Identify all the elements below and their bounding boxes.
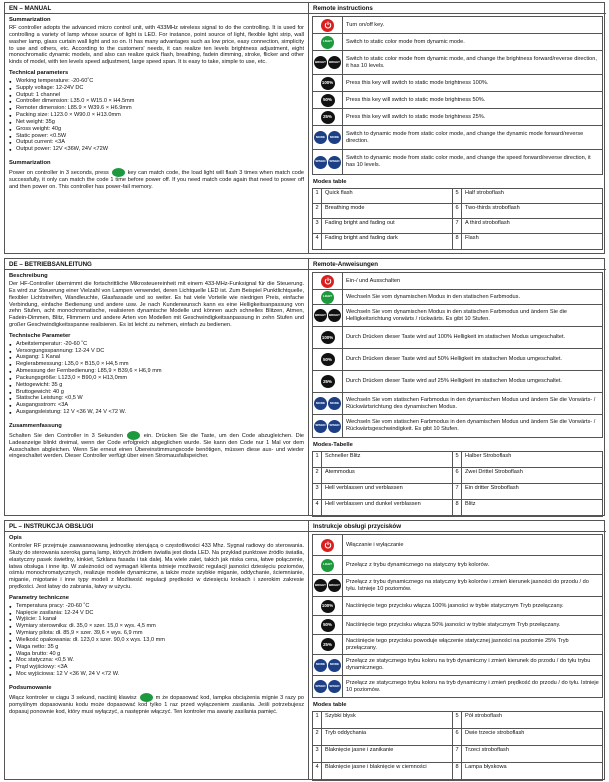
remote-key-cell: [313, 597, 343, 615]
section-pl: [4, 520, 605, 780]
mode-number: 8: [453, 763, 462, 780]
remote-description: Switch to static color mode from dynamic mode, and change the brightness forward/reverse direction, it has 10 levels.: [346, 55, 597, 69]
remote-key-cell: [313, 556, 343, 574]
remote-row: [313, 51, 602, 75]
modes-title: Modes table: [313, 702, 347, 708]
spec-item: ● Output: 1 channel: [9, 92, 304, 99]
remote-row: [313, 273, 602, 290]
remote-row: [313, 655, 602, 676]
spec-item: ● Arbeitstemperatur: -20-60 ˚C: [9, 341, 304, 348]
manual-column: [5, 3, 309, 253]
remote-key-cell: [313, 75, 343, 91]
mode-name: Flash: [465, 235, 479, 242]
modes-row: [313, 452, 602, 468]
mode-number: 2: [313, 468, 322, 483]
speed-down-icon: SPEED: [328, 420, 341, 433]
mode-name: Fading bright and fading out: [322, 219, 453, 233]
mode-number: 3: [313, 746, 322, 762]
modes-table: [312, 711, 603, 781]
mode-name: Breathing mode: [322, 204, 453, 218]
light-key-icon: [112, 168, 125, 177]
remote-description: Wechseln Sie vom dynamischen Modus in den statischen Farbmodus und ändern Sie die Helligkeitsrichtung vorwärts / rückwärts. Es gibt 10 Stufen.: [346, 308, 567, 322]
power-icon: [321, 275, 334, 288]
section-title: DE – BETRIEBSANLEITUNG: [5, 259, 308, 270]
remote-description: Turn on/off key.: [346, 21, 385, 28]
mode-name: Blitz: [465, 501, 476, 508]
brightness-25-icon: 25%: [321, 375, 335, 388]
mode-number: 3: [313, 484, 322, 499]
remote-column: [309, 259, 606, 515]
modes-title: Modes-Tabelle: [313, 442, 353, 448]
spec-item: ● Prąd wyjściowy: <3A: [9, 664, 304, 671]
modes-row: [313, 729, 602, 746]
summary-heading: Beschreibung: [9, 273, 48, 279]
spec-item: ● Abmessung der Fernbedienung: L85,9 × B39,6 × H6,9 mm: [9, 368, 304, 375]
remote-column: [309, 521, 606, 779]
modes-row: [313, 763, 602, 780]
speed-down-icon: SPEED: [328, 156, 341, 169]
remote-description: Durch Drücken dieser Taste wird auf 50% Helligkeit im statischen Modus umgeschaltet.: [346, 356, 562, 363]
remote-description: Naciśnięcie tego przycisku włącza 100% jasności w trybie statycznym Tryb przełączany.: [346, 602, 564, 609]
remote-table: [312, 16, 603, 175]
remote-key-cell: [313, 655, 343, 675]
mode-name: Two-thirds stroboflash: [465, 205, 520, 212]
modes-row: [313, 746, 602, 763]
light-key-icon: [127, 431, 140, 440]
remote-key-cell: [313, 349, 343, 370]
bright-up-icon: BRIGHT: [314, 579, 327, 592]
spec-item: ● Wymiary pilota: dł. 85,9 × szer. 39,6 × wys. 6,9 mm: [9, 630, 304, 637]
modes-title: Modes table: [313, 179, 347, 185]
remote-key-cell: [313, 371, 343, 392]
mode-name: Ein dritter Stroboflash: [465, 485, 519, 492]
remote-description: Włączanie i wyłączanie: [346, 541, 404, 548]
mode-number: 5: [453, 189, 462, 203]
remote-column: [309, 3, 606, 253]
remote-key-cell: [313, 535, 343, 555]
spec-item: ● Supply voltage: 12-24V DC: [9, 85, 304, 92]
mode-number: 4: [313, 500, 322, 516]
remote-row: [313, 393, 602, 415]
mode-name: Hell verblassen und dunkel verblassen: [322, 500, 453, 516]
spec-item: ● Wielkość opakowania: dł. 123,0 x szer. 90,0 x wys. 13,0 mm: [9, 637, 304, 644]
spec-item: ● Controller dimension: L35.0 × W15.0 × H4.5mm: [9, 98, 304, 105]
bright-down-icon: BRIGHT: [328, 579, 341, 592]
manual-page: [4, 2, 605, 780]
spec-list: [9, 341, 304, 416]
remote-description: Ein-/ und Ausschalten: [346, 277, 401, 284]
remote-description: Przełącz ze statycznego trybu koloru na tryb dynamiczny i zmień kierunek do przodu / do tyłu trybu dynamicznego.: [346, 658, 591, 671]
remote-description: Switch to dynamic mode from static color mode, and change the dynamic mode forward/reverse direction.: [346, 130, 584, 144]
remote-description: Wechseln Sie vom statischen Farbmodus in den dynamischen Modus und ändern Sie die Vorwärts- / Rückwärtsgeschwindigkeit. Es gibt 10 Stufen.: [346, 419, 596, 432]
spec-item: ● Statische Leistung: <0,5 W: [9, 395, 304, 402]
modes-table: [312, 451, 603, 517]
mode-number: 6: [453, 729, 462, 745]
modes-row: [313, 468, 602, 484]
bright-down-icon: BRIGHT: [328, 56, 341, 69]
brightness-50-icon: 50%: [321, 353, 335, 366]
mode-number: 5: [453, 452, 462, 467]
mode-name: Tryb oddychania: [322, 729, 453, 745]
mode-name: Blaknięcie jasne i zanikanie: [322, 746, 453, 762]
light-key-icon: [140, 693, 153, 702]
remote-key-cell: [313, 575, 343, 596]
mode-name: Half stroboflash: [465, 190, 504, 197]
remote-row: [313, 597, 602, 616]
mode-number: 5: [453, 712, 462, 728]
remote-row: [313, 92, 602, 109]
remote-row: [313, 34, 602, 51]
mode-name: Quick flash: [322, 189, 453, 203]
bright-down-icon: BRIGHT: [328, 309, 341, 322]
spec-item: ● Packing size: L123.0 × W90.0 × H13.0mm: [9, 112, 304, 119]
remote-title: Remote-Anweisungen: [309, 259, 606, 270]
remote-description: Przełącz z trybu dynamicznego na statyczny tryb kolorów.: [346, 561, 490, 568]
spec-list: [9, 603, 304, 678]
remote-key-cell: [313, 126, 343, 149]
spec-item: ● Ausgangsleistung: 12 V <36 W, 24 V <72 W.: [9, 409, 304, 416]
spec-item: ● Versorgungsspannung: 12-24 V DC: [9, 348, 304, 355]
mode-number: 4: [313, 763, 322, 780]
remote-row: [313, 17, 602, 34]
remote-row: [313, 371, 602, 393]
spec-item: ● Waga netto: 35 g: [9, 644, 304, 651]
mode-name: Hell verblassen und verblassen: [322, 484, 453, 499]
manual-column: [5, 521, 309, 779]
remote-key-cell: [313, 34, 343, 50]
modes-row: [313, 219, 602, 234]
summary2-text: Schalten Sie den Controller in 3 Sekunden ein. Drücken Sie die Taste, um den Code abzugleichen. Die Ladeanzeige blinkt dreimal, wenn der Code erfolgreich abgeglichen wurde. Sie kann den Code nur 1 Mal vor dem Ausschalten abgleichen. Wenn Sie erneut einen Übereinstimmungscode benötigen, müssen diese aus- und wieder eingeschaltet werden. Dieser Controller verfügt über einen Stromausfallspeicher.: [9, 432, 305, 460]
spec-item: ● Working temperature: -20-60˚C: [9, 78, 304, 85]
mode-name: Fading bright and fading dark: [322, 234, 453, 249]
spec-item: ● Temperatura pracy: -20-60 ˚C: [9, 603, 304, 610]
remote-key-cell: [313, 415, 343, 437]
speed-up-icon: SPEED: [314, 420, 327, 433]
spec-item: ● Waga brutto: 40 g: [9, 651, 304, 658]
remote-row: [313, 290, 602, 305]
speed-up-icon: SPEED: [314, 680, 327, 693]
remote-row: [313, 575, 602, 597]
mode-number: 1: [313, 452, 322, 467]
mode-number: 8: [453, 500, 462, 516]
spec-item: ● Wymiary sterownika: dł. 35,0 × szer. 15,0 × wys. 4,5 mm: [9, 623, 304, 630]
mode-name: Blaknięcie jasne i blaknięcie w ciemności: [322, 763, 453, 780]
remote-row: [313, 616, 602, 635]
remote-row: [313, 126, 602, 150]
brightness-50-icon: 50%: [321, 619, 335, 632]
summary2-heading: Zusammenfassung: [9, 422, 62, 429]
remote-key-cell: [313, 273, 343, 289]
remote-description: Przełącz ze statycznego trybu koloru na tryb dynamiczny i zmień prędkość do przodu / do tyłu. Istnieje 10 poziomów.: [346, 679, 599, 693]
remote-description: Switch to static color mode from dynamic mode.: [346, 38, 465, 45]
brightness-100-icon: 100%: [321, 77, 335, 90]
tech-heading: Technische Parameter: [9, 332, 71, 339]
remote-description: Durch Drücken dieser Taste wird auf 25% Helligkeit im statischen Modus umgeschaltet.: [346, 378, 562, 385]
remote-row: [313, 327, 602, 349]
light-icon: LIGHT: [321, 36, 334, 49]
remote-key-cell: [313, 150, 343, 174]
mode-up-icon: MODE: [314, 397, 327, 410]
remote-description: Wechseln Sie vom dynamischen Modus in den statischen Farbmodus.: [346, 293, 521, 300]
remote-key-cell: [313, 92, 343, 108]
mode-number: 6: [453, 204, 462, 218]
remote-key-cell: [313, 327, 343, 348]
brightness-100-icon: 100%: [321, 600, 335, 613]
speed-up-icon: SPEED: [314, 156, 327, 169]
mode-name: Pół stroboflash: [465, 713, 503, 720]
mode-name: Schneller Blitz: [322, 452, 453, 467]
spec-item: ● Packungsgröße: L123,0 × B90,0 × H13,0mm: [9, 375, 304, 382]
summary2-text: Włącz kontroler w ciągu 3 sekund, naciśnij klawisz m że dopasować kod, lampka obciążenia mignie 3 razy po pomyślnym dopasowaniu kodu może dopasować kod tylko 1 raz przed wyłączeniem zasilania. Jeśli potrzebujesz dopasuj ponownie kod, który musi wyłączyć, a następnie włączyć. Ten kontroler ma awarię zasilania pamięć.: [9, 694, 304, 715]
remote-key-cell: [313, 109, 343, 125]
mode-up-icon: MODE: [314, 131, 327, 144]
summary2-heading: Podsumowanie: [9, 684, 52, 691]
remote-description: Naciśnięcie tego przycisku powoduje włączenie statycznej jasności na poziomie 25% Tryb przełączany.: [346, 637, 569, 651]
mode-name: Lampa błyskowa: [465, 764, 507, 771]
modes-row: [313, 712, 602, 729]
remote-row: [313, 349, 602, 371]
remote-key-cell: [313, 305, 343, 326]
mode-name: Atemmodus: [322, 468, 453, 483]
spec-item: ● Gross weight: 40g: [9, 126, 304, 133]
summary-text: Kontroler RF przejmuje zaawansowaną jednostkę sterującą o częstotliwości 433 Mhz. Sygnał radiowy do sterowania. Służy do sterowania szeroką gamą lamp, których źródłem światła jest dioda LED. Na przykład punktowe źródło światła, elastyczny pasek świetlny, kinkiet, Szklana fasada i tak dalej. Ma wiele zalet, takich jak niska cena, łatwe połączenie, łatwa obsługa i inne itp. W zależności od wymagań klienta istnieje możliwość regulacji jasności dziesięciu poziomów, ośmiu monochromatycznych, realizuje modele dynamiczne, a także może szybkie miganie, oddychanie, ściemnianie, miganie, migotanie i inne typy modeli z Możliwość regulacji prędkości w dziesięciu krokach i szerokim zakresie prędkości. Jest łatwy do zabrania, łatwy w użyciu.: [9, 543, 304, 590]
mode-name: Halber Stroboflash: [465, 453, 512, 460]
remote-table: [312, 272, 603, 438]
remote-key-cell: [313, 290, 343, 304]
spec-item: ● Moc statyczna: <0,5 W.: [9, 657, 304, 664]
spec-item: ● Reglerabmessung: L35,0 × B15,0 × H4,5 mm: [9, 361, 304, 368]
mode-name: Zwei Drittel Stroboflash: [465, 469, 523, 476]
spec-item: ● Ausgangsstrom: <3A: [9, 402, 304, 409]
spec-list: [9, 78, 304, 153]
remote-key-cell: [313, 17, 343, 33]
brightness-25-icon: 25%: [321, 638, 335, 651]
spec-item: ● Bruttogewicht: 40 g: [9, 389, 304, 396]
remote-row: [313, 676, 602, 697]
mode-up-icon: MODE: [314, 659, 327, 672]
mode-number: 7: [453, 746, 462, 762]
tech-heading: Parametry techniczne: [9, 594, 69, 601]
remote-table: [312, 534, 603, 698]
section-title: EN – MANUAL: [5, 3, 308, 14]
mode-name: Szybki błysk: [322, 712, 453, 728]
remote-row: [313, 305, 602, 327]
power-icon: [321, 19, 334, 32]
mode-number: 2: [313, 729, 322, 745]
remote-key-cell: [313, 393, 343, 414]
mode-number: 1: [313, 189, 322, 203]
remote-description: Naciśnięcie tego przycisku włącza 50% jasności w trybie statycznym Tryb przełączany.: [346, 621, 561, 628]
spec-item: ● Napięcie zasilania: 12-24 V DC: [9, 610, 304, 617]
remote-description: Przełącz z trybu dynamicznego na statyczny tryb kolorów i zmień kierunek jasności do przodu / do tyłu. Istnieje 10 poziomów.: [346, 578, 589, 592]
speed-down-icon: SPEED: [328, 680, 341, 693]
summary-heading: Summarization: [9, 17, 51, 23]
summary-text: RF controller adopts the advanced micro control unit, with 433MHz wireless signal to do the controlling. It is used for controlling a variety of lamp whose source of light is LED. For instance, point source of light, flexible light strip, wall washer lamp, glass curtain wall light and so on. It has many advantages such as low price, easy connection, simplicity to use and others, etc. According to the customers' needs, it can realize ten levels brightness adjustment, eight monochromatic dynamic models, and also can realize quick flash, breathing, fadein dimming, stroke, flicker and other kinds of model, with ten levels speed adjustment, large speed span. It is easy to take, simple to use, etc.: [9, 25, 304, 66]
mode-number: 6: [453, 468, 462, 483]
bright-up-icon: BRIGHT: [314, 309, 327, 322]
spec-item: ● Output current: <3A: [9, 139, 304, 146]
mode-down-icon: MODE: [328, 659, 341, 672]
remote-row: [313, 556, 602, 575]
brightness-50-icon: 50%: [321, 94, 335, 107]
remote-key-cell: [313, 635, 343, 654]
mode-number: 8: [453, 234, 462, 249]
modes-row: [313, 500, 602, 516]
brightness-100-icon: 100%: [321, 331, 335, 344]
remote-row: [313, 109, 602, 126]
mode-number: 3: [313, 219, 322, 233]
summary2-heading: Summarization: [9, 159, 51, 166]
mode-name: Trzeci stroboflash: [465, 747, 509, 754]
mode-down-icon: MODE: [328, 131, 341, 144]
mode-number: 7: [453, 219, 462, 233]
brightness-25-icon: 25%: [321, 111, 335, 124]
remote-row: [313, 150, 602, 174]
mode-number: 2: [313, 204, 322, 218]
remote-description: Wechseln Sie vom statischen Farbmodus in den dynamischen Modus und ändern Sie die Vorwärts- / Rückwärtsrichtung des dynamischen Modus.: [346, 396, 596, 410]
summary-heading: Opis: [9, 535, 22, 541]
remote-description: Press this key will switch to static mode brightness 50%.: [346, 96, 486, 103]
tech-heading: Technical parameters: [9, 69, 69, 76]
modes-row: [313, 234, 602, 249]
remote-row: [313, 75, 602, 92]
remote-key-cell: [313, 51, 343, 74]
summary2-text: Power on controller in 3 seconds, press key can match code, the load light will flash 3 times when match code successfully, it only can match the code 1 time before power off. If you need match code again that need to power off and then power on. This controller has power-fail memory.: [9, 169, 304, 190]
modes-row: [313, 189, 602, 204]
remote-description: Press this key will switch to static mode brightness 25%.: [346, 113, 486, 120]
remote-row: [313, 635, 602, 655]
spec-item: ● Nettogewicht: 35 g: [9, 382, 304, 389]
remote-description: Press this key will switch to static mode brightness 100%.: [346, 79, 489, 86]
spec-item: ● Wyjście: 1 kanał: [9, 616, 304, 623]
mode-number: 1: [313, 712, 322, 728]
spec-item: ● Output power: 12V <36W, 24V <72W: [9, 146, 304, 153]
summary-text: Der HF-Controller übernimmt die fortschrittliche Mikrosteuereinheit mit einem 433-MHz-Funksignal für die Steuerung. Es wird zur Steuerung einer Vielzahl von Lampen verwendet, deren Lichtquelle LED ist. Zum Beispiel Punktlichtquelle, flexibler Lichtstreifen, Wandleuchte, Glasfassade und so weiter. Es hat viele Vorteile wie niedrigen Preis, einfache Verbindung, einfache Bedienung und andere usw. Je nach Kundenwunsch kann es eine Helligkeitsanpassung von zehn Stufen, acht monochromatische, realisieren dynamische Modelle und können auch schnelles Blitzen, Atmen, Fadein-Dimmen, Blitz, Flimmern und andere Arten von Modellen mit Geschwindigkeitsanpassung in zehn Stufen und großer Geschwindigkeitsspanne realisieren. Es ist leicht zu nehmen, einfach zu bedienen.: [9, 281, 304, 328]
remote-key-cell: [313, 616, 343, 634]
mode-number: 4: [313, 234, 322, 249]
modes-row: [313, 204, 602, 219]
modes-table: [312, 188, 603, 250]
mode-name: A third stroboflash: [465, 220, 510, 227]
remote-description: Switch to dynamic mode from static color mode, and change the speed forward/reverse direction, it has 10 levels.: [346, 155, 591, 168]
remote-key-cell: [313, 676, 343, 697]
spec-item: ● Moc wyjściowa: 12 V <36 W, 24 V <72 W.: [9, 671, 304, 678]
light-icon: LIGHT: [321, 291, 334, 304]
section-title: PL – INSTRUKCJA OBSŁUGI: [5, 521, 308, 532]
spec-item: ● Net weight: 35g: [9, 119, 304, 126]
remote-description: Durch Drücken dieser Taste wird auf 100% Helligkeit im statischen Modus umgeschaltet.: [346, 334, 566, 341]
mode-number: 7: [453, 484, 462, 499]
mode-name: Dwie trzecie stroboflash: [465, 730, 525, 737]
remote-title: Instrukcje obsługi przycisków: [309, 521, 606, 532]
bright-up-icon: BRIGHT: [314, 56, 327, 69]
mode-down-icon: MODE: [328, 397, 341, 410]
section-de: [4, 258, 605, 516]
remote-row: [313, 535, 602, 556]
modes-row: [313, 484, 602, 500]
spec-item: ● Static power: <0.5W: [9, 133, 304, 140]
light-icon: LIGHT: [321, 559, 334, 572]
manual-column: [5, 259, 309, 515]
section-en: [4, 2, 605, 254]
power-icon: [321, 539, 334, 552]
remote-title: Remote instructions: [309, 3, 606, 14]
spec-item: ● Ausgang: 1 Kanal: [9, 354, 304, 361]
spec-item: ● Remoter dimension: L85.9 × W39.6 × H6.9mm: [9, 105, 304, 112]
remote-row: [313, 415, 602, 437]
